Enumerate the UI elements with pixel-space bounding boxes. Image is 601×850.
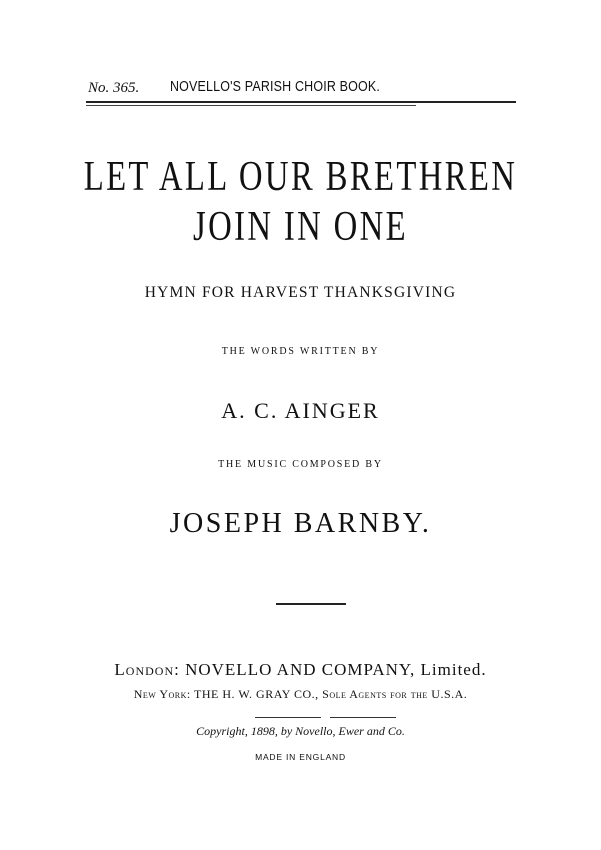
copyright-notice: Copyright, 1898, by Novello, Ewer and Co.	[196, 724, 405, 738]
header-rule-secondary	[86, 105, 416, 106]
series-title: NOVELLO'S PARISH CHOIR BOOK.	[170, 79, 381, 95]
section-divider	[276, 603, 346, 605]
newyork-label: New York:	[133, 687, 191, 701]
imprint-rule-right	[330, 717, 396, 718]
words-credit-label: THE WORDS WRITTEN BY	[221, 346, 380, 357]
header-rule	[86, 101, 516, 103]
made-in-england: MADE IN ENGLAND	[255, 752, 346, 762]
london-publisher: NOVELLO AND COMPANY, Limited.	[185, 660, 487, 679]
agents-note: Sole Agents for the U.S.A.	[322, 687, 468, 701]
london-publisher-line	[0, 660, 601, 680]
london-label: London:	[114, 660, 180, 679]
hymn-title-line-1: LET ALL OUR BRETHREN	[83, 154, 518, 200]
music-credit-label: THE MUSIC COMPOSED BY	[218, 459, 383, 470]
catalog-number: No. 365.	[88, 80, 140, 96]
imprint-rule-left	[255, 717, 321, 718]
author-name: A. C. AINGER	[221, 398, 380, 423]
newyork-publisher-line	[0, 687, 601, 702]
composer-name: JOSEPH BARNBY.	[169, 508, 432, 539]
newyork-publisher: THE H. W. GRAY CO.,	[194, 687, 319, 701]
hymn-subtitle: HYMN FOR HARVEST THANKSGIVING	[144, 284, 457, 301]
hymn-title-line-2: JOIN IN ONE	[192, 204, 408, 250]
